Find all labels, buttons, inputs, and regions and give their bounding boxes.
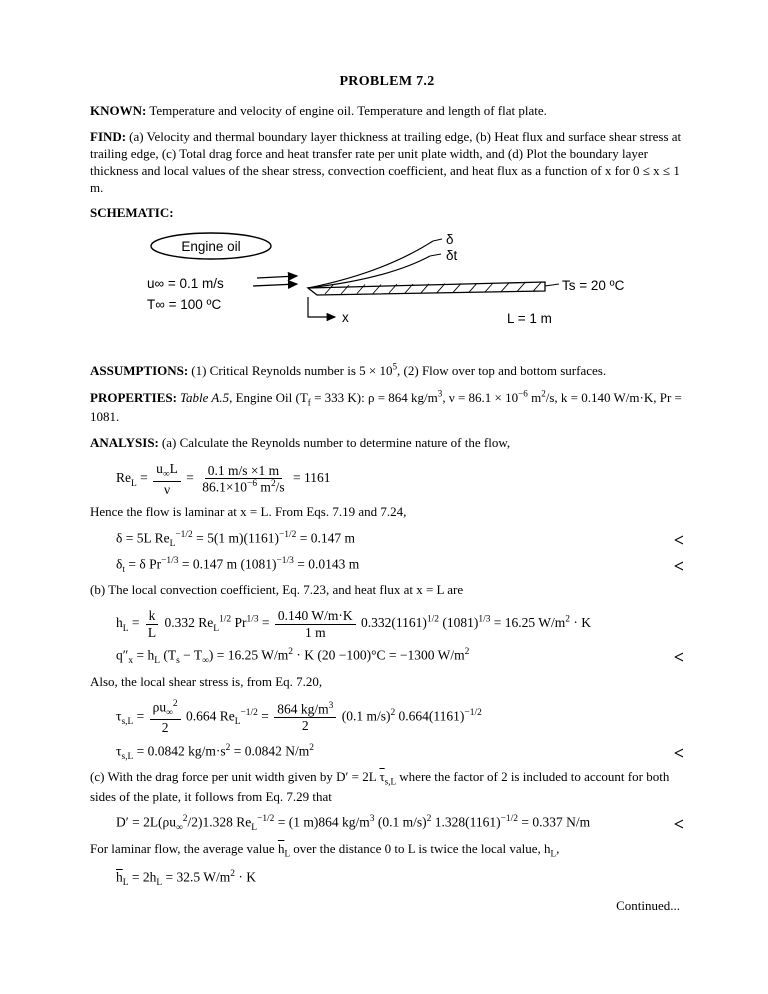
- average-h-paragraph: For laminar flow, the average value $\overline{h}_L$ over the distance 0 to L is twice the local value, $h_L$,: [90, 840, 560, 859]
- formula-shear-stress-1: $\tau_{s,L}$ = $\frac{\rho u_\infty^2}{2}$ 0.664 $Re_L^{-1/2}$ = $\frac{864 kg/m^3}{2}$ (0.1 m/s)$^2$ $0.664(1161)^{-1/2}$: [116, 699, 482, 736]
- equation-drag: [90, 814, 684, 833]
- formula-reynolds: $Re_L$ = $\frac{u_\infty L}{\nu}$ = $\frac{0.1 m/s \times 1 m}{86.1\times 10^{-6} m^2/s}$ = 1161: [116, 461, 331, 497]
- formula-delta: δ = 5L $Re_L^{-1/2} = 5(1$ $m)(1161)^{-1/2} = 0.147$ m: [116, 530, 355, 550]
- known-paragraph: [90, 103, 684, 120]
- formula-h-average: $\overline{h}_L = 2h_L = 32.5$ $W/m^2 \cdot K$: [116, 869, 256, 889]
- equation-shear-stress-1: [90, 699, 684, 736]
- part-c-paragraph: (c) With the drag force per unit width given by D′ = 2L $\overline{\tau}_{s,L}$ where the factor of 2 is included to account for both sides of the plate, it follows from Eq. 7.29 that: [90, 769, 670, 804]
- properties-label: PROPERTIES:: [90, 389, 177, 405]
- assumptions-text: (1) Critical Reynolds number is $5 \times 10^5$, (2) Flow over top and bottom surfaces.: [191, 361, 607, 378]
- equation-delta-thermal: [90, 556, 684, 575]
- delta-boundary-curve: [308, 241, 433, 288]
- schematic-svg: [145, 231, 650, 349]
- continued-text: Continued...: [616, 898, 680, 914]
- formula-h-local: $h_L$ = $\frac{k}{L}$ 0.332 $Re_L^{1/2}$ $Pr^{1/3}$ = $\frac{0.140 W/m\cdot K}{1 m}$ $0.332(1161)^{1/2}$ $(1081)^{1/3} = 16.25$ $W/m^2 \cdot K$: [116, 608, 592, 640]
- answer-mark: <: [673, 529, 684, 550]
- equation-reynolds: [90, 461, 684, 497]
- hence-paragraph: Hence the flow is laminar at x = L. From Eqs. 7.19 and 7.24,: [90, 504, 407, 520]
- equation-heat-flux: [90, 647, 684, 666]
- known-label: KNOWN:: [90, 103, 147, 118]
- plate-length-label: L = 1 m: [507, 311, 552, 327]
- schematic-label: SCHEMATIC:: [90, 205, 174, 221]
- part-b-paragraph: (b) The local convection coefficient, Eq. 7.23, and heat flux at x = L are: [90, 582, 464, 598]
- find-label: FIND:: [90, 128, 127, 144]
- flow-arrow-icon: [253, 284, 297, 286]
- find-paragraph: [90, 129, 684, 197]
- surface-temp-leader-line: [545, 284, 559, 286]
- assumptions-paragraph: [90, 361, 684, 379]
- page-title: PROBLEM 7.2: [339, 74, 435, 89]
- properties-paragraph: [90, 389, 684, 427]
- delta-t-leader-line: [430, 254, 441, 256]
- t-infinity-label: T∞ = 100 ºC: [147, 297, 222, 313]
- equation-shear-stress-2: [90, 743, 684, 762]
- equation-h-average: [90, 869, 684, 888]
- surface-temp-label: Ts = 20 ºC: [562, 278, 625, 294]
- formula-heat-flux: $q''_x = h_L$ $(T_s - T_\infty) = 16.25$ $W/m^2 \cdot K$ (20 −100)°C = −1300 $W/m^2$: [116, 647, 470, 667]
- equation-h-local: [90, 608, 684, 640]
- analysis-intro-text: (a) Calculate the Reynolds number to determine nature of the flow,: [161, 435, 511, 451]
- u-infinity-label: u∞ = 0.1 m/s: [147, 276, 224, 292]
- answer-mark: <: [673, 555, 684, 576]
- formula-drag: $D' = 2L(\rho u_\infty^2/2)1.328$ $Re_L^{-1/2} = (1$ m)864 $kg/m^3$ (0.1 m/s)$^2$ $1.328(1161)^{-1/2} = 0.337$ N/m: [116, 814, 591, 834]
- delta-leader-line: [433, 239, 442, 241]
- answer-mark: <: [673, 646, 684, 667]
- analysis-label: ANALYSIS:: [90, 435, 159, 451]
- formula-shear-stress-2: $\tau_{s,L} = 0.0842$ $kg/m\cdot s^2 = 0.0842$ $N/m^2$: [116, 742, 314, 763]
- also-paragraph: Also, the local shear stress is, from Eq. 7.20,: [90, 673, 323, 689]
- delta-label: δ: [446, 232, 454, 248]
- schematic-figure: [145, 231, 684, 353]
- assumptions-label: ASSUMPTIONS:: [90, 362, 189, 378]
- answer-mark: <: [673, 814, 684, 835]
- known-text: Temperature and velocity of engine oil. Temperature and length of flat plate.: [149, 103, 547, 118]
- analysis-paragraph: [90, 435, 684, 452]
- engine-oil-label: Engine oil: [181, 239, 241, 255]
- schematic-heading: [90, 205, 684, 222]
- flow-arrow-icon: [257, 276, 297, 278]
- formula-delta-thermal: $\delta_t = \delta$ $Pr^{-1/3} = 0.147$ m $(1081)^{-1/3} = 0.0143$ m: [116, 556, 360, 576]
- flat-plate: [308, 282, 545, 295]
- x-axis-arrow: [308, 297, 335, 317]
- x-axis-label: x: [342, 310, 349, 326]
- answer-mark: <: [673, 742, 684, 763]
- delta-t-label: δt: [446, 248, 458, 264]
- properties-text: Table A.5, Engine Oil ($T_f = 333$ K): ρ = 864 $kg/m^3$, $\nu = 86.1 \times 10^{-6}$ $m^2/s$, k = 0.140 W/m·K, Pr = 1081.: [90, 388, 682, 425]
- equation-delta: [90, 530, 684, 549]
- find-text: (a) Velocity and thermal boundary layer thickness at trailing edge, (b) Heat flux and surface shear stress at trailing edge, (c) Total drag force and heat transfer rate per unit plate width, and (d) Plot the boundary layer thickness and local values of the shear stress, convection coefficient, and heat flux as a function of x for 0 ≤ x ≤ 1 m.: [90, 128, 682, 195]
